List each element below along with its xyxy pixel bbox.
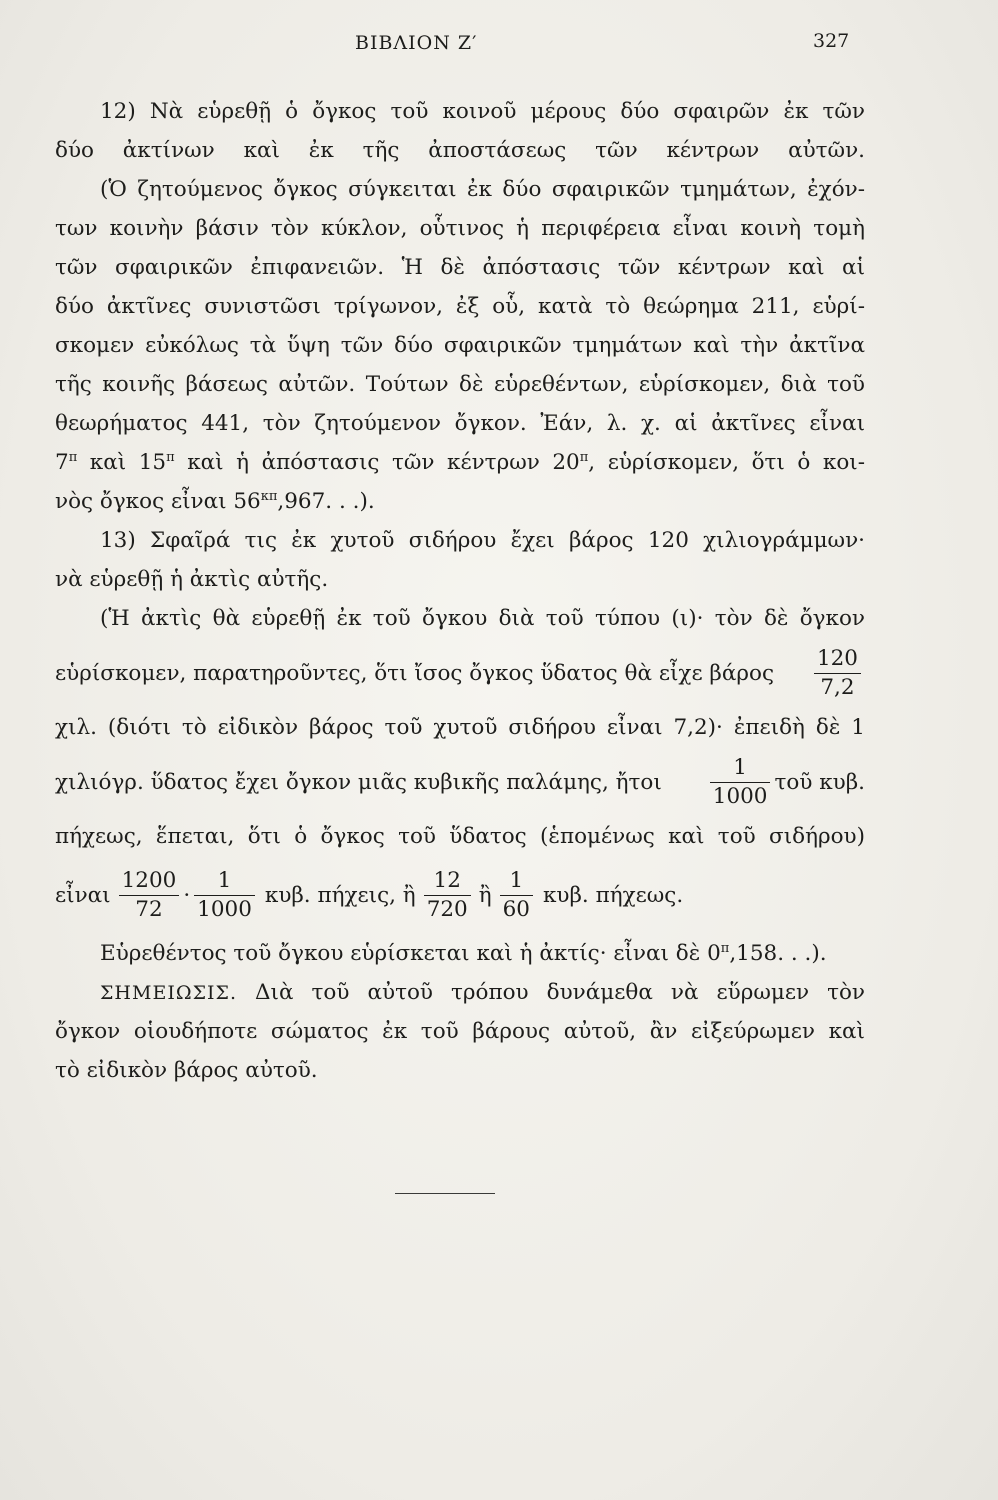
denominator: 7,2 bbox=[820, 674, 855, 700]
text-line: νὸς ὄγκος εἶναι $56^{\kappa\pi},967$. . .). bbox=[55, 489, 375, 514]
formula-line bbox=[55, 856, 865, 934]
formula-line bbox=[55, 638, 865, 708]
fraction-group bbox=[706, 757, 865, 807]
numerator: 1 bbox=[500, 870, 533, 896]
text-line: σκομεν εὐκόλως τὰ ὕψη τῶν δύο σφαιρικῶν τμημάτων καὶ τὴν ἀκτῖνα bbox=[55, 333, 865, 358]
text-line: $7^\pi$ καὶ $15^\pi$ καὶ ἡ ἀπόστασις τῶν κέντρων $20^\pi$, εὑρίσκομεν, ὅτι ὁ κοι- bbox=[55, 450, 866, 475]
text-line: 13) Σφαῖρά τις ἐκ χυτοῦ σιδήρου ἔχει βάρος 120 χιλιογράμμων· bbox=[100, 528, 865, 553]
fraction bbox=[500, 870, 533, 920]
text-segment: τοῦ κυβ. bbox=[774, 769, 865, 795]
denominator: 720 bbox=[426, 896, 468, 922]
denominator: 72 bbox=[135, 896, 163, 922]
text-segment: κυβ. πήχεως. bbox=[542, 882, 684, 908]
numerator: 1 bbox=[194, 870, 255, 896]
page-header bbox=[0, 30, 998, 60]
numerator: 1 bbox=[710, 757, 771, 783]
text-line: 12) Νὰ εὑρεθῇ ὁ ὄγκος τοῦ κοινοῦ μέρους δύο σφαιρῶν ἐκ τῶν bbox=[100, 99, 865, 124]
text-line: τὸ εἰδικὸν βάρος αὐτοῦ. bbox=[55, 1058, 318, 1083]
text-line: τῆς κοινῆς βάσεως αὐτῶν. Τούτων δὲ εὑρεθέντων, εὑρίσκομεν, διὰ τοῦ bbox=[55, 372, 865, 397]
text-line: νὰ εὑρεθῇ ἡ ἀκτὶς αὐτῆς. bbox=[55, 567, 329, 592]
text-segment: χιλιόγρ. ὕδατος ἔχει ὄγκον μιᾶς κυβικῆς παλάμης, ἤτοι bbox=[55, 769, 662, 795]
numerator: 120 bbox=[814, 648, 861, 674]
numerator: 12 bbox=[424, 870, 471, 896]
text-line: των κοινὴν βάσιν τὸν κύκλον, οὗτινος ἡ περιφέρεια εἶναι κοινὴ τομὴ bbox=[55, 216, 865, 241]
text-line: (Ἡ ἀκτὶς θὰ εὑρεθῇ ἐκ τοῦ ὄγκου διὰ τοῦ τύπου (ι)· τὸν δὲ ὄγκον bbox=[100, 606, 865, 631]
text-line: ὄγκον οἱουδήποτε σώματος ἐκ τοῦ βάρους αὐτοῦ, ἂν εἰξεύρωμεν καὶ bbox=[55, 1019, 865, 1044]
multiplication-dot: · bbox=[183, 882, 191, 908]
text-segment: εἶναι bbox=[55, 882, 111, 908]
fraction bbox=[814, 648, 861, 698]
text-segment: κυβ. πήχεις, ἢ bbox=[264, 882, 416, 908]
text-line: πήχεως, ἕπεται, ὅτι ὁ ὄγκος τοῦ ὕδατος (ἑπομένως καὶ τοῦ σιδήρου) bbox=[55, 824, 865, 849]
section-end-rule bbox=[395, 1193, 495, 1194]
problem-13 bbox=[55, 521, 865, 973]
text-segment: εὑρίσκομεν, παρατηροῦντες, ὅτι ἴσος ὄγκος ὕδατος θὰ εἶχε βάρος bbox=[55, 660, 775, 686]
text-line: δύο ἀκτῖνες συνιστῶσι τρίγωνον, ἐξ οὗ, κατὰ τὸ θεώρημα 211, εὑρί- bbox=[55, 294, 865, 319]
fraction bbox=[710, 757, 771, 807]
formula-line bbox=[55, 747, 865, 817]
text-line: (Ὁ ζητούμενος ὄγκος σύγκειται ἐκ δύο σφαιρικῶν τμημάτων, ἐχόν- bbox=[100, 177, 865, 202]
text-line: θεωρήματος 441, τὸν ζητούμενον ὄγκον. Ἐάν, λ. χ. αἱ ἀκτῖνες εἶναι bbox=[55, 411, 865, 436]
note bbox=[55, 973, 865, 1090]
problem-12 bbox=[55, 92, 865, 521]
note-label: ΣΗΜΕΙΩΣΙΣ. bbox=[100, 982, 237, 1004]
numerator: 1200 bbox=[119, 870, 180, 896]
text-line: Εὑρεθέντος τοῦ ὄγκου εὑρίσκεται καὶ ἡ ἀκτίς· εἶναι δὲ $0^\pi,158$. . .). bbox=[100, 941, 827, 966]
denominator: 1000 bbox=[712, 783, 768, 809]
text-line: χιλ. (διότι τὸ εἰδικὸν βάρος τοῦ χυτοῦ σιδήρου εἶναι 7,2)· ἐπειδὴ δὲ 1 bbox=[55, 715, 865, 740]
running-head: ΒΙΒΛΙΟΝ Ζ′ bbox=[355, 32, 478, 54]
denominator: 60 bbox=[502, 896, 530, 922]
page-number: 327 bbox=[813, 30, 850, 52]
fraction bbox=[194, 870, 255, 920]
denominator: 1000 bbox=[197, 896, 252, 922]
fraction bbox=[119, 870, 180, 920]
page-body bbox=[55, 92, 865, 1090]
text-segment: ἢ bbox=[478, 882, 492, 908]
text-line: ΣΗΜΕΙΩΣΙΣ. Διὰ τοῦ αὐτοῦ τρόπου δυνάμεθα νὰ εὕρωμεν τὸν bbox=[100, 980, 865, 1005]
fraction bbox=[424, 870, 471, 920]
text-line: δύο ἀκτίνων καὶ ἐκ τῆς ἀποστάσεως τῶν κέντρων αὐτῶν. bbox=[55, 138, 865, 163]
text-line: τῶν σφαιρικῶν ἐπιφανειῶν. Ἡ δὲ ἀπόστασις τῶν κέντρων καὶ αἱ bbox=[55, 255, 865, 280]
